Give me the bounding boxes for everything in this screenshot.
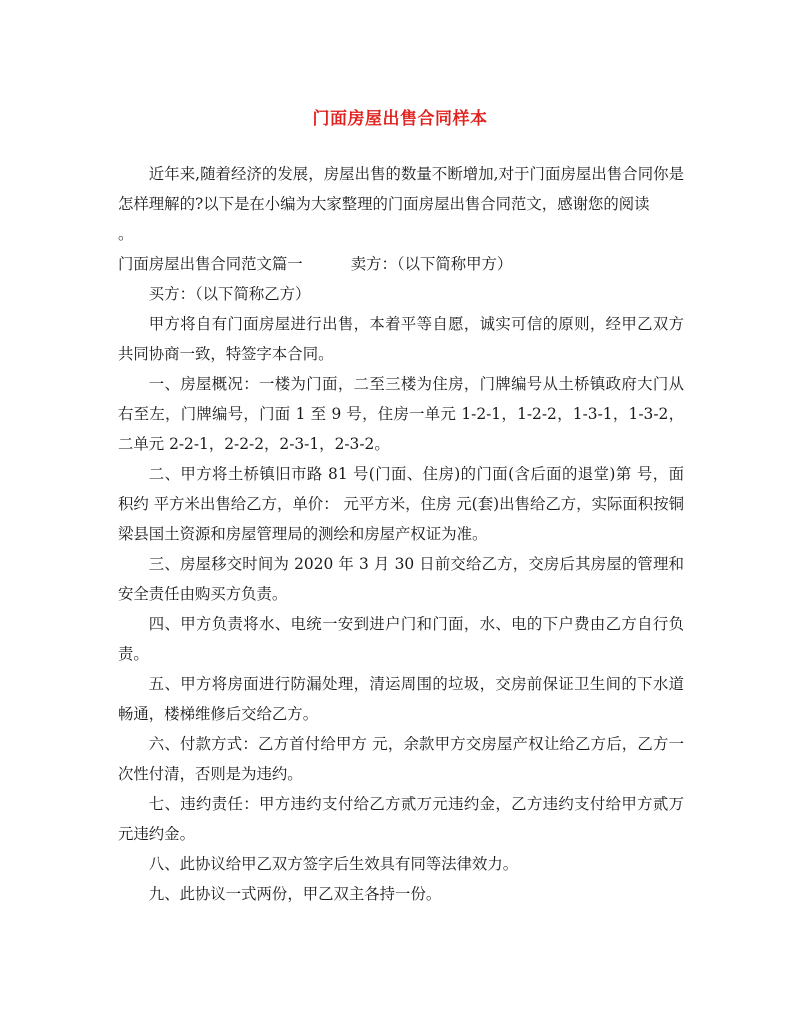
clause-6: 六、付款方式：乙方首付给甲方 元，余款甲方交房屋产权让给乙方后，乙方一次性付清，否则是为违约。 xyxy=(118,735,684,783)
clause-7: 七、违约责任：甲方违约支付给乙方贰万元违约金，乙方违约支付给甲方贰万元违约金。 xyxy=(118,795,684,843)
document-title: 门面房屋出售合同样本 xyxy=(312,109,488,129)
contract-heading-line xyxy=(118,249,684,279)
intro-paragraph-end: 。 xyxy=(118,225,134,243)
buyer-line: 买方：（以下简称乙方） xyxy=(148,285,311,303)
clause-1: 一、房屋概况：一楼为门面，二至三楼为住房，门牌编号从土桥镇政府大门从右至左，门牌编号，门面 1 至 9 号，住房一单元 1-2-1，1-2-2，1-3-1，1-3-2，二单元 2-2-1，2-2-2，2-3-1，2-3-2。 xyxy=(118,375,684,453)
clause-4: 四、甲方负责将水、电统一安到进户门和门面，水、电的下户费由乙方自行负责。 xyxy=(118,615,684,663)
contract-heading: 门面房屋出售合同范文篇一 xyxy=(118,255,303,273)
clause-5: 五、甲方将房面进行防漏处理，清运周围的垃圾，交房前保证卫生间的下水道畅通，楼梯维修后交给乙方。 xyxy=(118,675,684,723)
clause-9: 九、此协议一式两份，甲乙双主各持一份。 xyxy=(148,885,442,903)
document-body xyxy=(118,159,684,909)
clause-3: 三、房屋移交时间为 2020 年 3 月 30 日前交给乙方，交房后其房屋的管理和安全责任由购买方负责。 xyxy=(118,555,684,603)
preamble-paragraph: 甲方将自有门面房屋进行出售，本着平等自愿，诚实可信的原则，经甲乙双方共同协商一致，特签字本合同。 xyxy=(118,315,684,363)
intro-paragraph: 近年来,随着经济的发展，房屋出售的数量不断增加,对于门面房屋出售合同你是怎样理解的?以下是在小编为大家整理的门面房屋出售合同范文，感谢您的阅读 xyxy=(118,165,684,213)
clause-8: 八、此协议给甲乙双方签字后生效具有同等法律效力。 xyxy=(148,855,519,873)
seller-line: 卖方：（以下简称甲方） xyxy=(350,255,513,273)
clause-2: 二、甲方将土桥镇旧市路 81 号(门面、住房)的门面(含后面的退堂)第 号，面积约 平方米出售给乙方，单价： 元平方米，住房 元(套)出售给乙方，实际面积按铜梁县国土资源和房屋管理局的测绘和房屋产权证为准。 xyxy=(118,465,684,543)
